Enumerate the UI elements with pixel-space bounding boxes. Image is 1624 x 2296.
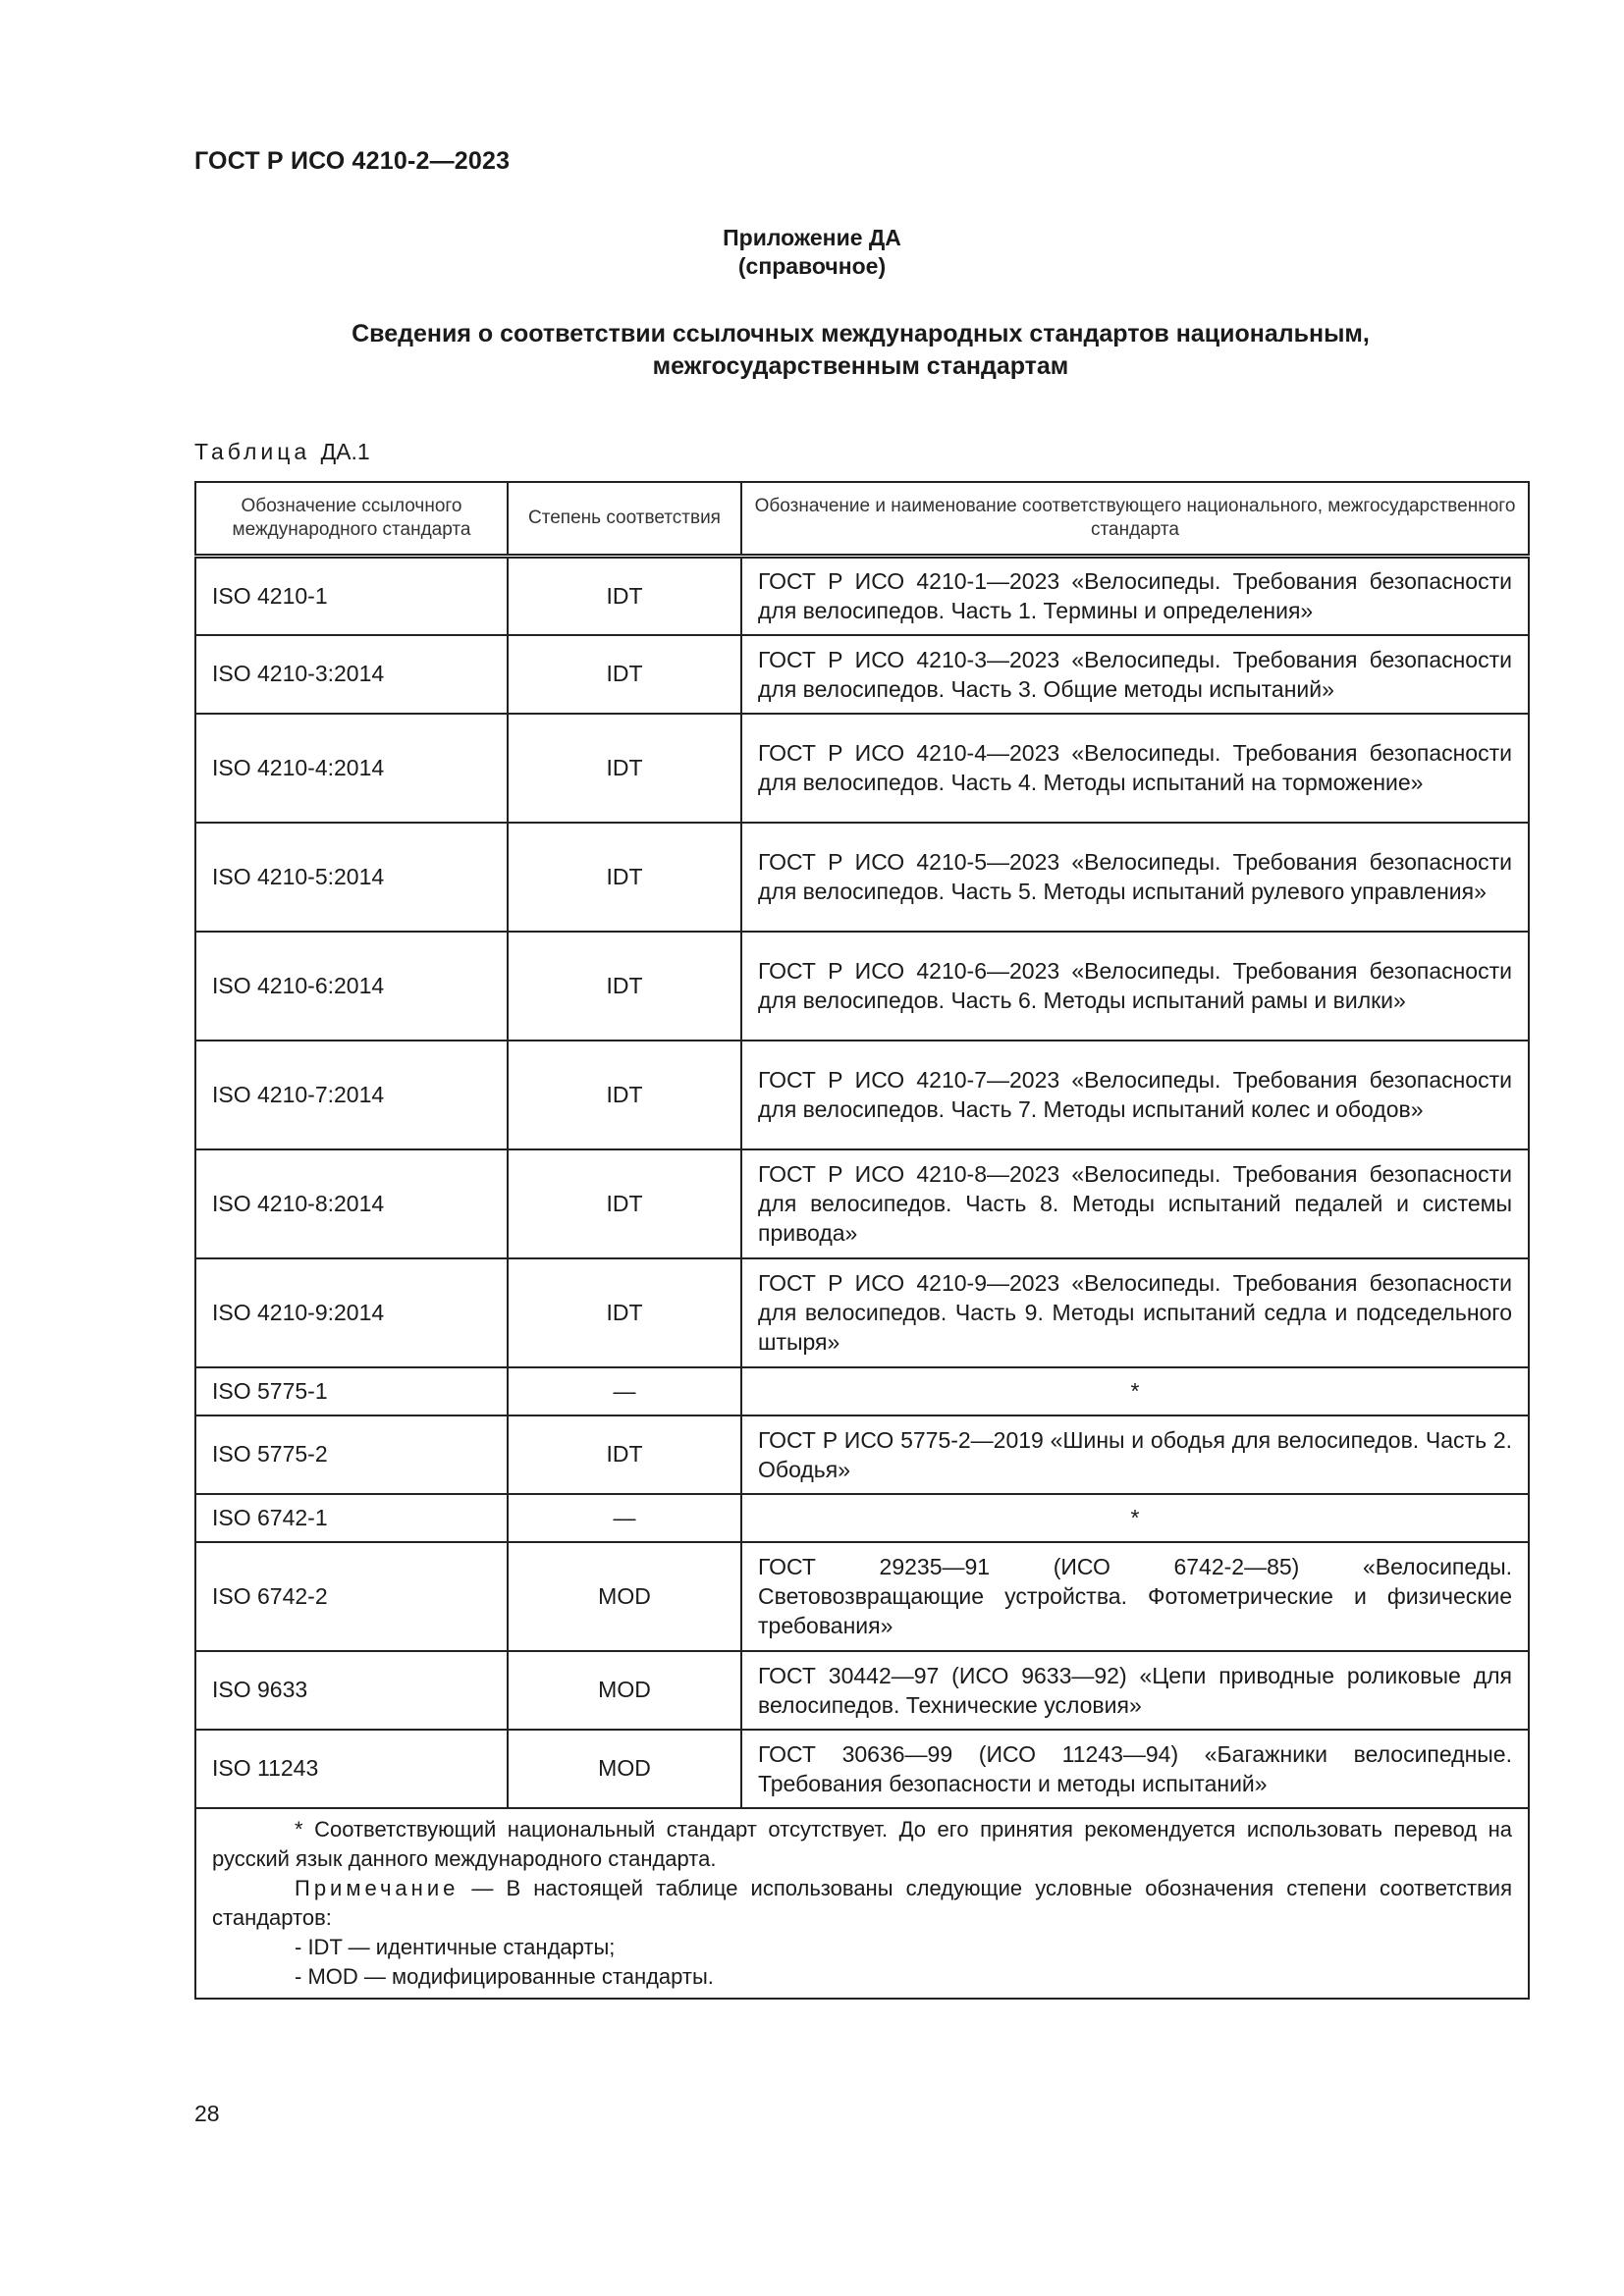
section-title <box>194 318 1527 383</box>
table-row <box>195 1041 1529 1149</box>
row-description: ГОСТ Р ИСО 4210-9—2023 «Велосипеды. Требования безопасности для велосипедов. Часть 9. Методы испытаний седла и подседельного штыря» <box>741 1258 1529 1367</box>
row-degree: MOD <box>508 1730 741 1808</box>
table-row <box>195 823 1529 932</box>
row-code: ISO 11243 <box>195 1730 508 1808</box>
table-label-number: ДА.1 <box>320 439 370 464</box>
row-description: ГОСТ 29235—91 (ИСО 6742-2—85) «Велосипеды. Световозвращающие устройства. Фотометрические и физические требования» <box>741 1542 1529 1651</box>
row-degree: IDT <box>508 714 741 823</box>
table-row <box>195 932 1529 1041</box>
annex-subtitle: (справочное) <box>737 253 887 279</box>
row-description: * <box>741 1494 1529 1542</box>
row-code: ISO 5775-1 <box>195 1367 508 1415</box>
row-degree: — <box>508 1367 741 1415</box>
table-row <box>195 557 1529 635</box>
row-description: ГОСТ 30636—99 (ИСО 11243—94) «Багажники велосипедные. Требования безопасности и методы испытаний» <box>741 1730 1529 1808</box>
table-row <box>195 1494 1529 1542</box>
header-national-standard: Обозначение и наименование соответствующего национального, межгосударственного стандарта <box>741 482 1529 557</box>
row-degree: IDT <box>508 557 741 635</box>
row-description: ГОСТ Р ИСО 4210-6—2023 «Велосипеды. Требования безопасности для велосипедов. Часть 6. Методы испытаний рамы и вилки» <box>741 932 1529 1041</box>
annex-heading <box>0 224 1624 281</box>
row-degree: IDT <box>508 1258 741 1367</box>
table-row <box>195 1651 1529 1730</box>
footnote-text: * Соответствующий национальный стандарт отсутствует. До его принятия рекомендуется использовать перевод на русский язык данного международного стандарта. <box>212 1816 1512 1871</box>
table-row <box>195 714 1529 823</box>
row-code: ISO 6742-1 <box>195 1494 508 1542</box>
table-row <box>195 635 1529 714</box>
row-code: ISO 4210-6:2014 <box>195 932 508 1041</box>
table-footnote <box>195 1808 1529 1999</box>
row-description: ГОСТ Р ИСО 4210-4—2023 «Велосипеды. Требования безопасности для велосипедов. Часть 4. Методы испытаний на торможение» <box>741 714 1529 823</box>
row-code: ISO 4210-3:2014 <box>195 635 508 714</box>
table-row <box>195 1149 1529 1258</box>
section-title-line-1: Сведения о соответствии ссылочных международных стандартов национальным, <box>352 320 1370 347</box>
row-code: ISO 4210-7:2014 <box>195 1041 508 1149</box>
row-degree: IDT <box>508 1415 741 1494</box>
row-degree: MOD <box>508 1651 741 1730</box>
row-description: * <box>741 1367 1529 1415</box>
table-label <box>194 439 370 465</box>
row-degree: — <box>508 1494 741 1542</box>
table-row <box>195 1258 1529 1367</box>
page-number: 28 <box>194 2101 220 2126</box>
note-text: — В настоящей таблице использованы следующие условные обозначения степени соответствия стандартов: <box>212 1875 1512 1930</box>
table-header-row <box>195 482 1529 557</box>
document-code: ГОСТ Р ИСО 4210-2—2023 <box>194 147 511 175</box>
header-degree: Степень соответствия <box>508 482 741 557</box>
row-description: ГОСТ Р ИСО 5775-2—2019 «Шины и ободья для велосипедов. Часть 2. Ободья» <box>741 1415 1529 1494</box>
row-description: ГОСТ Р ИСО 4210-8—2023 «Велосипеды. Требования безопасности для велосипедов. Часть 8. Методы испытаний педалей и системы привода» <box>741 1149 1529 1258</box>
header-international-standard: Обозначение ссылочного международного стандарта <box>195 482 508 557</box>
row-degree: IDT <box>508 1041 741 1149</box>
row-code: ISO 4210-8:2014 <box>195 1149 508 1258</box>
row-degree: IDT <box>508 635 741 714</box>
annex-title: Приложение ДА <box>723 225 901 250</box>
table-row <box>195 1542 1529 1651</box>
row-degree: MOD <box>508 1542 741 1651</box>
note-label: Примечание <box>295 1875 460 1900</box>
row-code: ISO 4210-1 <box>195 557 508 635</box>
row-description: ГОСТ Р ИСО 4210-3—2023 «Велосипеды. Требования безопасности для велосипедов. Часть 3. Общие методы испытаний» <box>741 635 1529 714</box>
table-row <box>195 1730 1529 1808</box>
note-item-mod: - MOD — модифицированные стандарты. <box>295 1963 714 1989</box>
row-description: ГОСТ 30442—97 (ИСО 9633—92) «Цепи приводные роликовые для велосипедов. Технические условия» <box>741 1651 1529 1730</box>
table-row <box>195 1415 1529 1494</box>
row-code: ISO 4210-5:2014 <box>195 823 508 932</box>
row-degree: IDT <box>508 823 741 932</box>
correspondence-table <box>194 481 1530 2000</box>
row-code: ISO 6742-2 <box>195 1542 508 1651</box>
row-description: ГОСТ Р ИСО 4210-7—2023 «Велосипеды. Требования безопасности для велосипедов. Часть 7. Методы испытаний колес и ободов» <box>741 1041 1529 1149</box>
row-code: ISO 4210-9:2014 <box>195 1258 508 1367</box>
table-row <box>195 1367 1529 1415</box>
table-footnote-row <box>195 1808 1529 1999</box>
note-paragraph <box>212 1874 1512 1933</box>
row-description: ГОСТ Р ИСО 4210-5—2023 «Велосипеды. Требования безопасности для велосипедов. Часть 5. Методы испытаний рулевого управления» <box>741 823 1529 932</box>
row-code: ISO 5775-2 <box>195 1415 508 1494</box>
section-title-line-2: межгосударственным стандартам <box>652 352 1069 380</box>
row-degree: IDT <box>508 932 741 1041</box>
row-code: ISO 4210-4:2014 <box>195 714 508 823</box>
row-description: ГОСТ Р ИСО 4210-1—2023 «Велосипеды. Требования безопасности для велосипедов. Часть 1. Термины и определения» <box>741 557 1529 635</box>
row-degree: IDT <box>508 1149 741 1258</box>
table-label-word: Таблица <box>194 439 311 464</box>
row-code: ISO 9633 <box>195 1651 508 1730</box>
note-item-idt: - IDT — идентичные стандарты; <box>295 1934 616 1959</box>
